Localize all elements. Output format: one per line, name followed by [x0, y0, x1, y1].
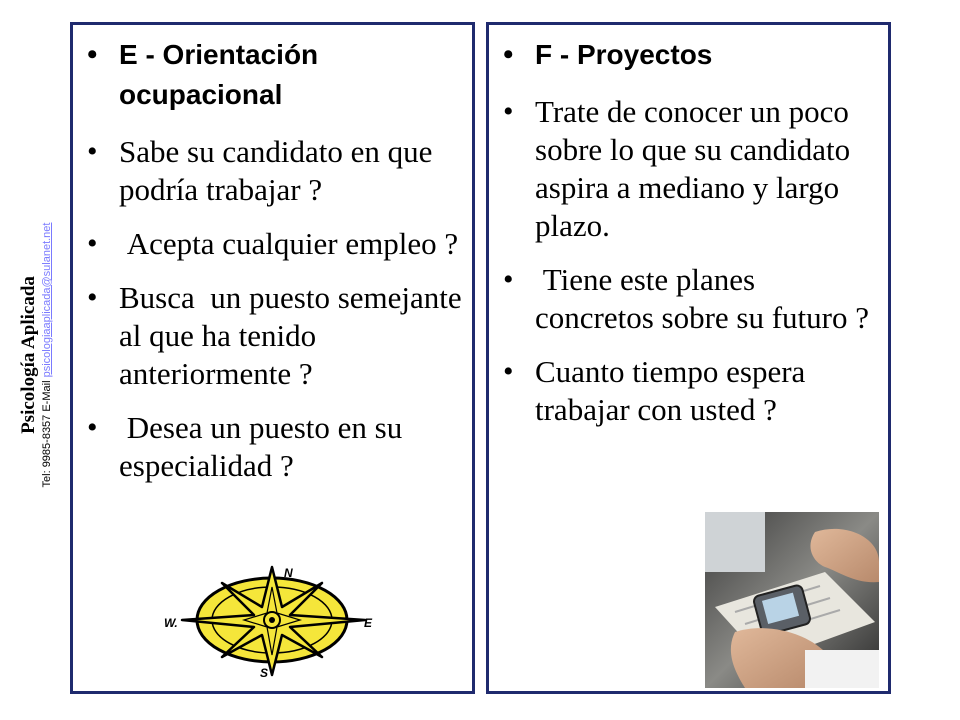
compass-east: E — [364, 616, 373, 630]
bullet-dot-icon: • — [87, 411, 98, 444]
bullet-dot-icon: • — [503, 38, 514, 71]
compass-rose-icon — [160, 565, 380, 680]
list-item-text: Acepta cualquier empleo ? — [119, 226, 459, 261]
list-item-text: Tiene este planes concretos sobre su futuro ? — [535, 262, 870, 335]
list-item — [489, 261, 888, 337]
bullet-dot-icon: • — [87, 135, 98, 168]
left-heading-text: E - Orientación ocupacional — [119, 39, 319, 110]
photo-window — [705, 512, 765, 572]
email-link[interactable]: psicologiaaplicada@sulanet.net — [41, 222, 53, 378]
photo-sleeve — [805, 650, 879, 688]
bullet-dot-icon: • — [503, 95, 514, 128]
compass-west: W. — [164, 616, 178, 630]
list-item — [489, 353, 888, 429]
list-item-text: Sabe su candidato en que podría trabajar ? — [119, 134, 433, 207]
left-heading — [73, 35, 472, 115]
list-item — [73, 279, 472, 393]
left-bullet-list — [73, 35, 472, 501]
list-item — [73, 133, 472, 209]
list-item-text: Trate de conocer un poco sobre lo que su candidato aspira a mediano y largo plazo. — [535, 94, 851, 243]
person-using-pda-photo — [705, 512, 879, 688]
compass-north: N — [284, 566, 293, 580]
sidebar-label — [0, 0, 72, 720]
right-bullet-list — [489, 35, 888, 445]
bullet-dot-icon: • — [87, 227, 98, 260]
bullet-dot-icon: • — [503, 355, 514, 388]
list-item — [73, 409, 472, 485]
list-item-text: Cuanto tiempo espera trabajar con usted ? — [535, 354, 806, 427]
compass-south: S — [260, 666, 269, 680]
list-item — [73, 225, 472, 263]
sidebar-title: Psicología Aplicada — [18, 276, 39, 434]
list-item — [489, 93, 888, 245]
bullet-dot-icon: • — [87, 281, 98, 314]
right-heading-text: F - Proyectos — [535, 39, 713, 70]
sidebar-contact — [40, 223, 54, 488]
right-heading — [489, 35, 888, 75]
bullet-dot-icon: • — [503, 263, 514, 296]
list-item-text: Busca un puesto semejante al que ha tenido anteriormente ? — [119, 280, 470, 391]
bullet-dot-icon: • — [87, 38, 98, 71]
compass-center-dot — [269, 617, 275, 623]
contact-prefix: Tel: 9985-8357 E-Mail — [41, 380, 53, 488]
list-item-text: Desea un puesto en su especialidad ? — [119, 410, 410, 483]
